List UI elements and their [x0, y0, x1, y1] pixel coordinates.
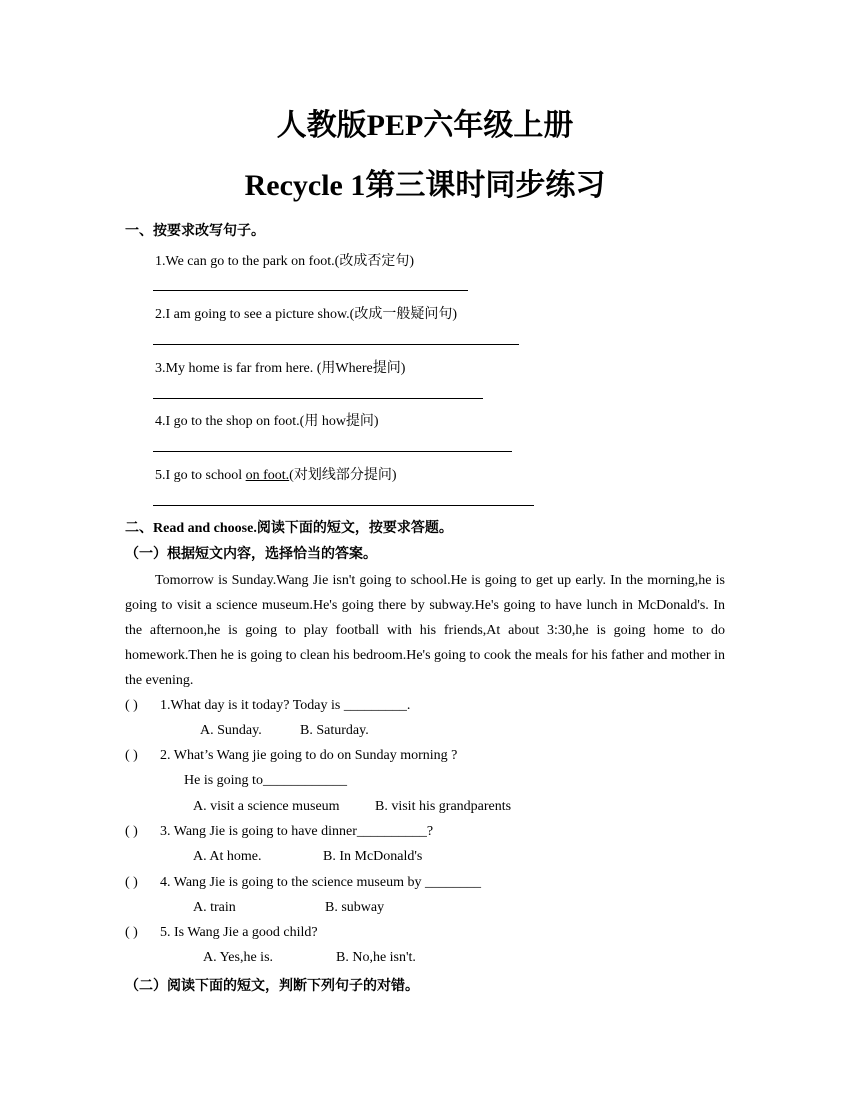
- question-5: 5. Is Wang Jie a good child?: [160, 925, 318, 940]
- question-3-bracket: ( ): [125, 824, 138, 839]
- question-2-option-a: A. visit a science museum: [193, 799, 340, 814]
- question-1-option-a: A. Sunday.: [200, 723, 262, 738]
- question-1-bracket: ( ): [125, 698, 138, 713]
- document-subtitle: Recycle 1第三课时同步练习: [244, 169, 606, 202]
- rewrite-item-5-prefix: 5.I go to school: [155, 468, 246, 483]
- underlined-phrase: on foot.: [245, 468, 290, 483]
- rewrite-item-2: 2.I am going to see a picture show.(改成一般疑问句): [155, 307, 457, 322]
- question-2-stem: He is going to____________: [184, 773, 347, 788]
- question-1: 1.What day is it today? Today is _________.: [160, 698, 411, 713]
- sub1-heading: （一）根据短文内容，选择恰当的答案。: [125, 547, 377, 562]
- question-4-option-b: B. subway: [325, 900, 385, 915]
- rewrite-item-4: 4.I go to the shop on foot.(用 how提问): [155, 414, 379, 429]
- section2-heading: 二、Read and choose.阅读下面的短文，按要求答题。: [125, 521, 453, 536]
- question-5-bracket: ( ): [125, 925, 138, 940]
- reading-passage: Tomorrow is Sunday.Wang Jie isn't going to school.He is going to get up early. In the morning,he is going to visit a science museum.He's going there by subway.He's going to have lunch in McDonald's. In the afternoon,he is going to play football with his friends,At about 3:30,he is going home to do homework.Then he is going to clean his bedroom.He's going to cook the meals for his father and mother in the evening.: [125, 573, 725, 688]
- document-title: 人教版PEP六年级上册: [276, 109, 574, 142]
- rewrite-item-5: [155, 464, 397, 484]
- question-5-option-a: A. Yes,he is.: [203, 950, 274, 965]
- answer-line-4: [153, 451, 512, 452]
- question-2-option-b: B. visit his grandparents: [375, 799, 512, 814]
- answer-line-1: [153, 290, 468, 291]
- answer-line-2: [153, 344, 519, 345]
- question-5-option-b: B. No,he isn't.: [336, 950, 416, 965]
- rewrite-item-1: 1.We can go to the park on foot.(改成否定句): [155, 254, 414, 269]
- question-3: 3. Wang Jie is going to have dinner__________?: [160, 824, 434, 839]
- question-3-option-b: B. In McDonald's: [323, 849, 423, 864]
- question-2: 2. What’s Wang jie going to do on Sunday morning ?: [160, 748, 458, 763]
- question-3-option-a: A. At home.: [193, 849, 262, 864]
- question-1-option-b: B. Saturday.: [300, 723, 369, 738]
- answer-line-3: [153, 398, 483, 399]
- rewrite-item-5-suffix: (对划线部分提问): [289, 468, 397, 483]
- answer-line-5: [153, 505, 534, 506]
- question-4-bracket: ( ): [125, 875, 138, 890]
- sub2-heading: （二）阅读下面的短文，判断下列句子的对错。: [125, 979, 419, 994]
- section1-heading: 一、按要求改写句子。: [125, 224, 265, 239]
- rewrite-item-3: 3.My home is far from here. (用Where提问): [155, 361, 406, 376]
- question-2-bracket: ( ): [125, 748, 138, 763]
- question-4: 4. Wang Jie is going to the science museum by ________: [160, 875, 481, 890]
- question-4-option-a: A. train: [193, 900, 236, 915]
